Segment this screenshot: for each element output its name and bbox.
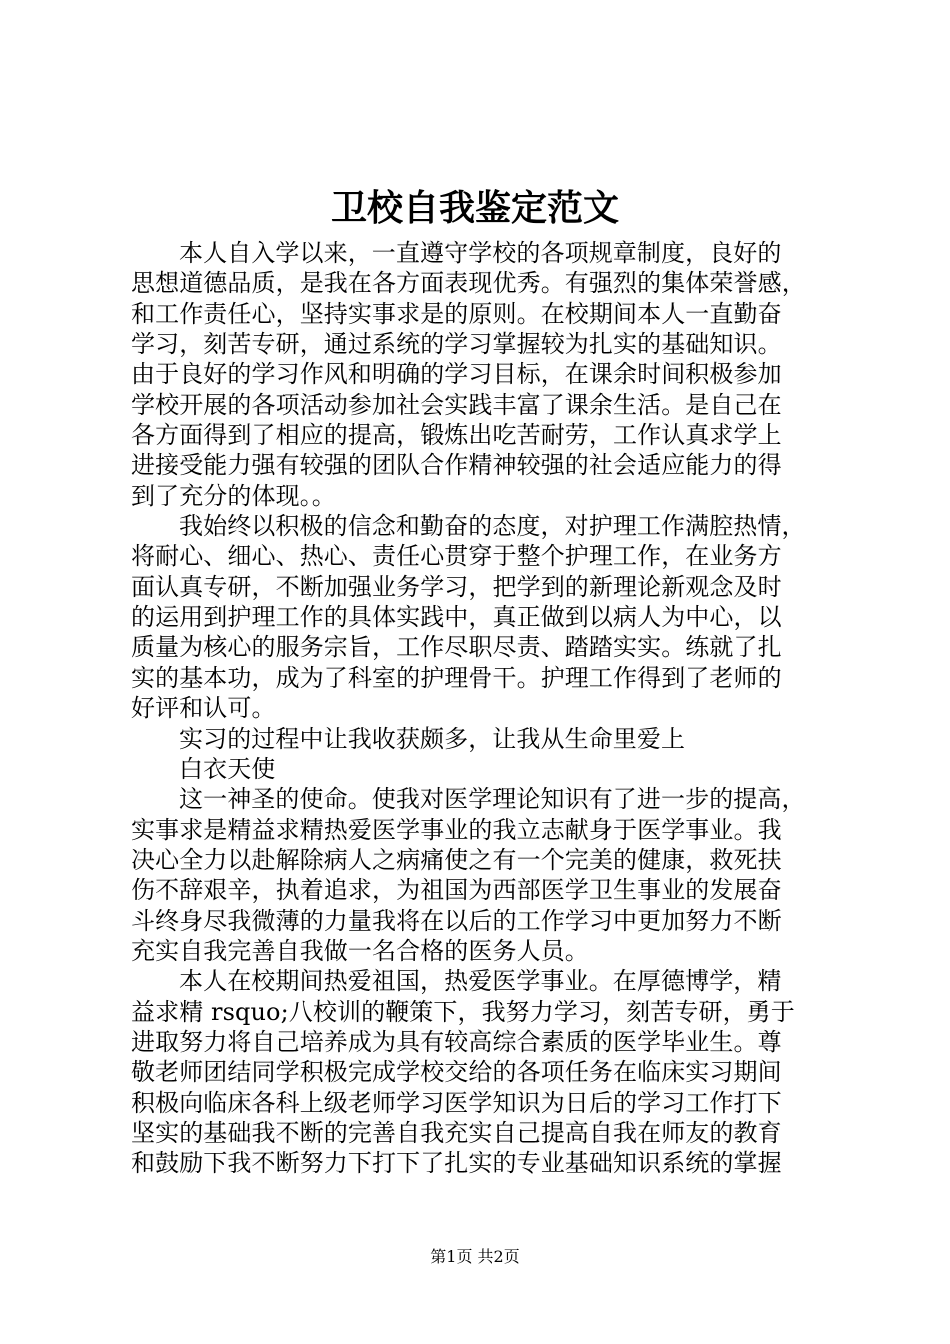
text-line: 各方面得到了相应的提高，锻炼出吃苦耐劳，工作认真求学上	[131, 421, 782, 450]
text-line: 决心全力以赴解除病人之病痛使之有一个完美的健康，救死扶	[131, 845, 782, 874]
text-line: 伤不辞艰辛，执着追求，为祖国为西部医学卫生事业的发展奋	[131, 876, 782, 905]
text-line: 实事求是精益求精热爱医学事业的我立志献身于医学事业。我	[131, 815, 782, 844]
text-line: 益求精 rsquo;八校训的鞭策下，我努力学习，刻苦专研，勇于	[131, 997, 795, 1026]
text-line: 积极向临床各科上级老师学习医学知识为日后的学习工作打下	[131, 1088, 782, 1117]
text-line: 进接受能力强有较强的团队合作精神较强的社会适应能力的得	[131, 451, 782, 480]
text-line: 由于良好的学习作风和明确的学习目标，在课余时间积极参加	[131, 360, 782, 389]
text-line: 好评和认可。	[131, 694, 276, 723]
text-line: 和鼓励下我不断努力下打下了扎实的专业基础知识系统的掌握	[131, 1149, 782, 1178]
text-line: 的运用到护理工作的具体实践中，真正做到以病人为中心，以	[131, 603, 782, 632]
text-line: 充实自我完善自我做一名合格的医务人员。	[131, 936, 589, 965]
text-line: 面认真专研，不断加强业务学习，把学到的新理论新观念及时	[131, 572, 782, 601]
text-line: 思想道德品质，是我在各方面表现优秀。有强烈的集体荣誉感，	[131, 269, 806, 298]
text-line: 实的基本功，成为了科室的护理骨干。护理工作得到了老师的	[131, 663, 782, 692]
text-line: 质量为核心的服务宗旨，工作尽职尽责、踏踏实实。练就了扎	[131, 633, 782, 662]
text-line: 本人在校期间热爱祖国，热爱医学事业。在厚德博学，精	[179, 967, 782, 996]
text-line: 斗终身尽我微薄的力量我将在以后的工作学习中更加努力不断	[131, 906, 782, 935]
text-line: 实习的过程中让我收获颇多，让我从生命里爱上	[179, 724, 686, 753]
text-line: 我始终以积极的信念和勤奋的态度，对护理工作满腔热情，	[179, 512, 806, 541]
text-line: 学习，刻苦专研，通过系统的学习掌握较为扎实的基础知识。	[131, 330, 782, 359]
text-line: 学校开展的各项活动参加社会实践丰富了课余生活。是自己在	[131, 390, 782, 419]
text-line: 白衣天使	[179, 754, 276, 783]
document-body	[131, 238, 841, 1179]
document-title: 卫校自我鉴定范文	[330, 187, 619, 229]
text-line: 和工作责任心，坚持实事求是的原则。在校期间本人一直勤奋	[131, 299, 782, 328]
text-line: 将耐心、细心、热心、责任心贯穿于整个护理工作，在业务方	[131, 542, 782, 571]
text-line: 这一神圣的使命。使我对医学理论知识有了进一步的提高，	[179, 785, 806, 814]
text-line: 敬老师团结同学积极完成学校交给的各项任务在临床实习期间	[131, 1058, 782, 1087]
text-line: 进取努力将自己培养成为具有较高综合素质的医学毕业生。尊	[131, 1027, 782, 1056]
text-line: 本人自入学以来，一直遵守学校的各项规章制度，良好的	[179, 239, 782, 267]
text-line: 坚实的基础我不断的完善自我充实自己提高自我在师友的教育	[131, 1118, 782, 1147]
page-footer: 第1页 共2页	[430, 1247, 520, 1266]
text-line: 到了充分的体现。。	[131, 481, 336, 510]
